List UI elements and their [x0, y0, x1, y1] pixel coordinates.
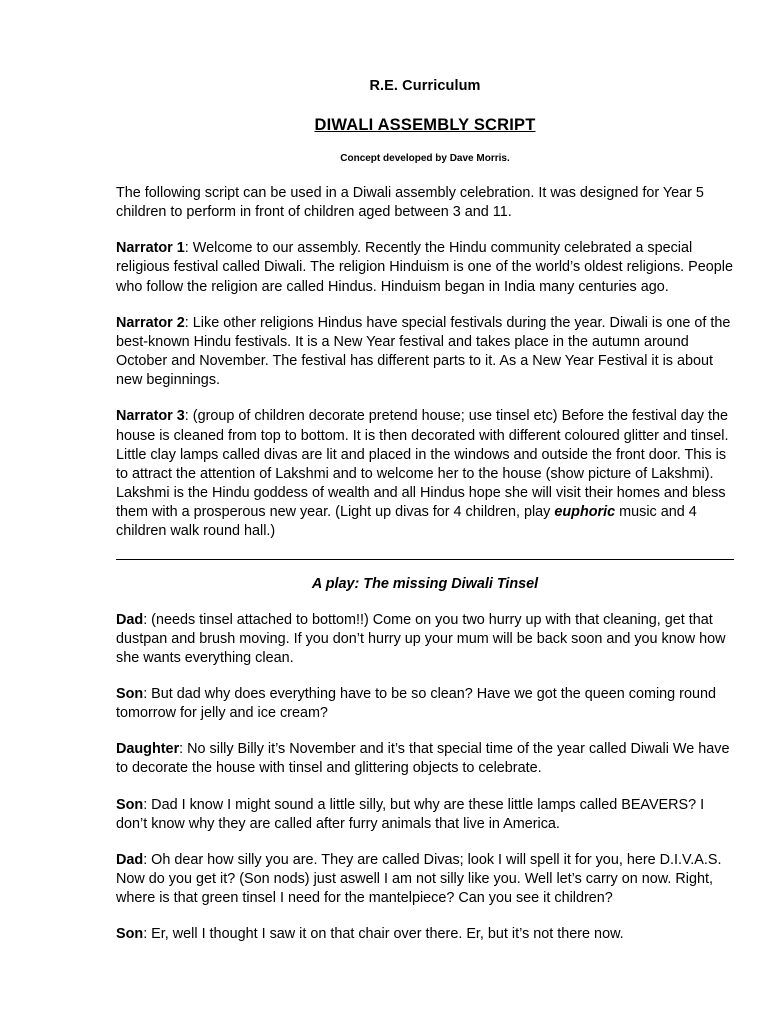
play-title: A play: The missing Diwali Tinsel	[311, 575, 539, 592]
intro-paragraph: The following script can be used in a Diwali assembly celebration. It was designed for Year 5 children to perform in front of children aged between 3 and 11.	[116, 185, 704, 221]
speaker-text-before: : (group of children decorate pretend house; use tinsel etc) Before the festival day the house is cleaned from top to bottom. It is then decorated with different coloured glitter and tinsel. Little clay lamps called divas are lit and placed in the windows and outside the front door. This is to attract the attention of Lakshmi and to welcome her to the house (show picture of Lakshmi). Lakshmi is the Hindu goddess of wealth and all Hindus hope she will visit their homes and bless them with a prosperous new year. (Light up divas for 4 children, play	[116, 408, 729, 521]
script-line	[116, 740, 734, 778]
speaker-text: : No silly Billy it’s November and it’s that special time of the year called Diwali We have to decorate the house with tinsel and glittering objects to celebrate.	[116, 741, 730, 777]
script-line	[116, 851, 734, 908]
speaker-text: : Like other religions Hindus have special festivals during the year. Diwali is one of the best-known Hindu festivals. It is a New Year festival and takes place in the autumn around October and November. The festival has different parts to it. As a New Year Festival it is about new beginnings.	[116, 314, 731, 389]
section-divider	[116, 559, 734, 560]
script-line	[116, 611, 734, 668]
script-line	[116, 685, 734, 723]
speaker-label: Dad	[116, 611, 144, 628]
narrator-1-paragraph	[116, 239, 734, 296]
speaker-label: Son	[116, 926, 144, 943]
speaker-label: Narrator 1	[116, 240, 185, 257]
script-line	[116, 796, 734, 834]
speaker-text: : Dad I know I might sound a little silly, but why are these little lamps called BEAVERS? I don’t know why they are called after furry animals that live in America.	[116, 796, 705, 832]
speaker-text: : Welcome to our assembly. Recently the Hindu community celebrated a special religious festival called Diwali. The religion Hinduism is one of the world’s oldest religions. People who follow the religion are called Hindus. Hinduism began in India many centuries ago.	[116, 240, 733, 295]
speaker-text: : But dad why does everything have to be so clean? Have we got the queen coming round tomorrow for jelly and ice cream?	[116, 685, 716, 722]
byline: Concept developed by Dave Morris.	[340, 153, 510, 164]
speaker-label: Son	[116, 796, 144, 813]
document-body	[116, 78, 734, 945]
speaker-label: Narrator 3	[116, 408, 185, 425]
script-line	[116, 925, 734, 944]
emphasis-text: euphoric	[554, 504, 616, 521]
speaker-label: Daughter	[116, 741, 180, 758]
page-title: DIWALI ASSEMBLY SCRIPT	[314, 116, 536, 134]
speaker-text: : Er, well I thought I saw it on that chair over there. Er, but it’s not there now.	[143, 926, 624, 943]
speaker-label: Narrator 2	[116, 314, 185, 331]
document-header: R.E. Curriculum	[369, 78, 481, 94]
speaker-label: Son	[116, 685, 144, 702]
narrator-2-paragraph	[116, 314, 734, 391]
speaker-text-after: music and 4 children walk round hall.)	[116, 504, 697, 540]
narrator-3-paragraph	[116, 407, 734, 541]
speaker-text: : (needs tinsel attached to bottom!!) Come on you two hurry up with that cleaning, get that dustpan and brush moving. If you don’t hurry up your mum will be back soon and you know how she wants everything clean.	[116, 611, 726, 666]
speaker-label: Dad	[116, 851, 144, 868]
speaker-text: : Oh dear how silly you are. They are called Divas; look I will spell it for you, here D.I.V.A.S. Now do you get it? (Son nods) just aswell I am not silly like you. Well let’s carry on now. Right, where is that green tinsel I need for the mantelpiece? Can you see it children?	[116, 851, 722, 907]
